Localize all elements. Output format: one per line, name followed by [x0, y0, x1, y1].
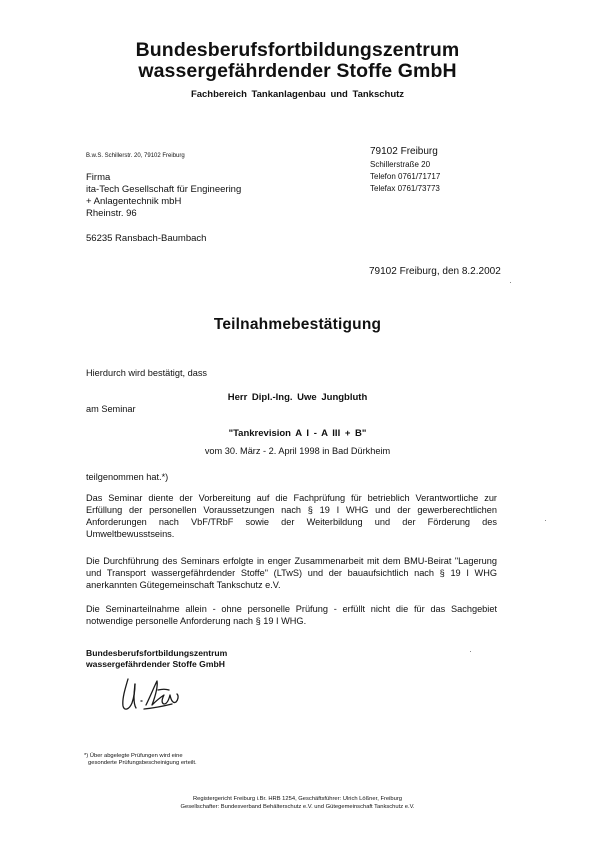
seminar-label: am Seminar [86, 404, 136, 414]
footer-line2: Gesellschafter: Bundesverband Behälterschutz e.V. und Gütegemeinschaft Tankschutz e.V. [180, 804, 415, 810]
document-title: Teilnahmebestätigung [213, 316, 382, 333]
signature-org-line2: wassergefährdender Stoffe GmbH [86, 659, 225, 669]
recipient-line1: Firma [86, 172, 111, 183]
participated-text: teilgenommen hat.*) [86, 472, 169, 482]
recipient-line3: + Anlagentechnik mbH [86, 196, 182, 207]
recipient-city: 56235 Ransbach-Baumbach [86, 233, 207, 244]
letterhead-department: Fachbereich Tankanlagenbau und Tankschutz [190, 89, 405, 100]
contact-city: 79102 Freiburg [370, 146, 438, 157]
scan-speck [545, 520, 546, 521]
sender-return-address: B.w.S. Schillerstr. 20, 79102 Freiburg [86, 153, 185, 159]
footnote-line1: *) Über abgelegte Prüfungen wird eine [84, 753, 183, 759]
contact-street: Schillerstraße 20 [370, 160, 431, 169]
date-line: 79102 Freiburg, den 8.2.2002 [369, 266, 501, 277]
seminar-dates: vom 30. März - 2. April 1998 in Bad Dürkheim [204, 446, 391, 456]
contact-phone: Telefon 0761/71717 [370, 172, 441, 181]
intro-text: Hierdurch wird bestätigt, dass [86, 368, 208, 378]
handwritten-signature-icon [114, 675, 194, 722]
footnote-line2: gesonderte Prüfungsbescheinigung erteilt. [88, 760, 197, 766]
footnote [84, 753, 197, 767]
letterhead-org-line1: Bundesberufsfortbildungszentrum [135, 39, 460, 61]
footer-line1: Registergericht Freiburg i.Br. HRB 1254, Geschäftsführer: Ulrich Lößner, Freiburg [192, 796, 403, 802]
participant-name: Herr Dipl.-Ing. Uwe Jungbluth [227, 392, 368, 403]
paragraph-purpose: Das Seminar diente der Vorbereitung auf die Fachprüfung für betrieblich Verantwortliche zur Erfüllung der personellen Voraussetzungen nach § 19 I WHG und der gewerberechtlichen Anforderungen nach VbF/TRbF sowie der Weiterbildung und der Förderung des Umweltbewusstseins. [86, 493, 497, 539]
paragraph-cooperation: Die Durchführung des Seminars erfolgte in enger Zusammenarbeit mit dem BMU-Beirat "Lagerung und Transport wassergefährdender Stoffe" (LTwS) und der bauaufsichtlich nach § 19 I WHG anerkannten Gütegemeinschaft Tankschutz e.V. [86, 556, 497, 590]
seminar-name: "Tankrevision A I - A III + B" [228, 428, 367, 439]
letterhead-org-line2: wassergefährdender Stoffe GmbH [138, 60, 457, 82]
recipient-line4: Rheinstr. 96 [86, 208, 137, 219]
contact-fax: Telefax 0761/73773 [370, 184, 440, 193]
recipient-line2: ita-Tech Gesellschaft für Engineering [86, 184, 242, 195]
signature-org-line1: Bundesberufsfortbildungszentrum [86, 648, 228, 658]
scan-speck [470, 651, 471, 652]
scan-speck [510, 282, 511, 283]
paragraph-requirement: Die Seminarteilnahme allein - ohne personelle Prüfung - erfüllt nicht die für das Sachgebiet notwendige personelle Anforderung nach § 19 I WHG. [86, 604, 497, 626]
